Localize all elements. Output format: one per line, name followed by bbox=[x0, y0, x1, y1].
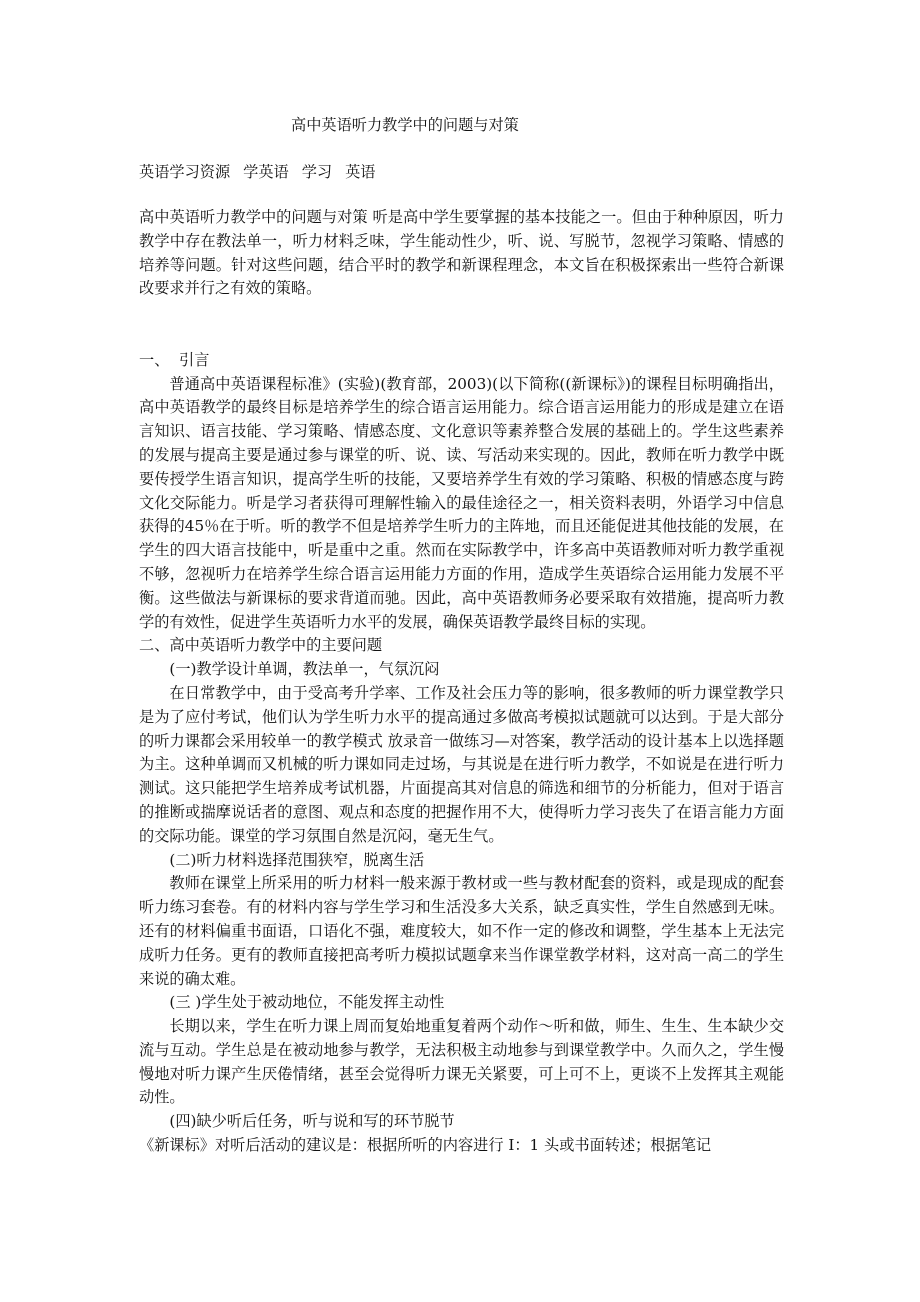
tag-item[interactable]: 英语学习资源 bbox=[139, 163, 231, 181]
subsection-heading-1: (一)教学设计单调，教法单一，气氛沉闷 bbox=[169, 660, 440, 679]
subsection-paragraph-2: 教师在课堂上所采用的听力材料一般来源于教材或一些与教材配套的资料，或是现成的配套听力练习套卷。有的材料内容与学生学习和生活没多大关系，缺乏真实性，学生自然感到无味。还有的材料偏重书面语，口语化不强，难度较大，如不作一定的修改和调整，学生基本上无法完成听力任务。更有的教师直接把高考听力模拟试题拿来当作课堂教学材料，这对高一高二的学生来说的确太难。 bbox=[139, 874, 784, 988]
section-heading-introduction: 一、 引言 bbox=[139, 350, 210, 369]
tag-item[interactable]: 学英语 bbox=[243, 163, 289, 181]
tag-item[interactable]: 英语 bbox=[345, 163, 376, 181]
tag-item[interactable]: 学习 bbox=[301, 163, 333, 181]
blank-line bbox=[139, 325, 784, 349]
subsection-paragraph-4: 《新课标》对听后活动的建议是：根据所听的内容进行 I：1 头或书面转述；根据笔记 bbox=[139, 1136, 712, 1155]
blank-line bbox=[139, 301, 784, 325]
tag-list bbox=[139, 161, 784, 183]
abstract-paragraph: 高中英语听力教学中的问题与对策 听是高中学生要掌握的基本技能之一。但由于种种原因，听力教学中存在教法单一，听力材料乏味，学生能动性少，听、说、写脱节，忽视学习策略、情感的培养等问题。针对这些问题，结合平时的教学和新课程理念，本文旨在积极探索出一些符合新课改要求并行之有效的策略。 bbox=[139, 208, 784, 298]
subsection-paragraph-1: 在日常教学中，由于受高考升学率、工作及社会压力等的影响，很多教师的听力课堂教学只是为了应付考试，他们认为学生听力水平的提高通过多做高考模拟试题就可以达到。于是大部分的听力课都会采用较单一的教学模式 放录音一做练习—对答案，教学活动的设计基本上以选择题为主。这种单调而又机械的听力课如同走过场，与其说是在进行听力教学，不如说是在进行听力测试。这只能把学生培养成考试机器，片面提高其对信息的筛选和细节的分析能力，但对于语言的推断或揣摩说话者的意图、观点和态度的把握作用不大，使得听力学习丧失了在语言能力方面的交际功能。课堂的学习氛围自然是沉闷，毫无生气。 bbox=[139, 683, 784, 845]
subsection-heading-4: (四)缺少听后任务，听与说和写的环节脱节 bbox=[169, 1112, 455, 1131]
section-heading-problems: 二、高中英语听力教学中的主要问题 bbox=[139, 636, 382, 655]
document-title: 高中英语听力教学中的问题与对策 bbox=[291, 116, 519, 134]
subsection-heading-2: (二)听力材料选择范围狭窄，脱离生活 bbox=[169, 850, 425, 869]
subsection-paragraph-3: 长期以来，学生在听力课上周而复始地重复着两个动作～听和做，师生、生生、生本缺少交流与互动。学生总是在被动地参与教学，无法积极主动地参与到课堂教学中。久而久之，学生慢慢地对听力课产生厌倦情绪，甚至会觉得听力课无关紧要，可上可不上，更谈不上发挥其主观能动性。 bbox=[139, 1017, 784, 1107]
introduction-paragraph: 普通高中英语课程标准》(实验)(教育部，2003)(以下简称((新课标》)的课程目标明确指出，高中英语教学的最终目标是培养学生的综合语言运用能力。综合语言运用能力的形成是建立在语言知识、语言技能、学习策略、情感态度、文化意识等素养整合发展的基础上的。学生这些素养的发展与提高主要是通过参与课堂的听、说、读、写活动来实现的。因此，教师在听力教学中既要传授学生语言知识，提高学生听的技能，又要培养学生有效的学习策略、积极的情感态度与跨文化交际能力。听是学习者获得可理解性输入的最佳途径之一，相关资料表明，外语学习中信息获得的45％在于听。听的教学不但是培养学生听力的主阵地，而且还能促进其他技能的发展，在学生的四大语言技能中，听是重中之重。然而在实际教学中，许多高中英语教师对听力教学重视不够，忽视听力在培养学生综合语言运用能力方面的作用，造成学生英语综合运用能力发展不平衡。这些做法与新课标的要求背道而驰。因此，高中英语教师务必要采取有效措施，提高听力教学的有效性，促进学生英语听力水平的发展，确保英语教学最终目标的实现。 bbox=[139, 374, 784, 631]
document-body bbox=[139, 206, 784, 1158]
subsection-heading-3: (三 )学生处于被动地位，不能发挥主动性 bbox=[169, 993, 445, 1012]
